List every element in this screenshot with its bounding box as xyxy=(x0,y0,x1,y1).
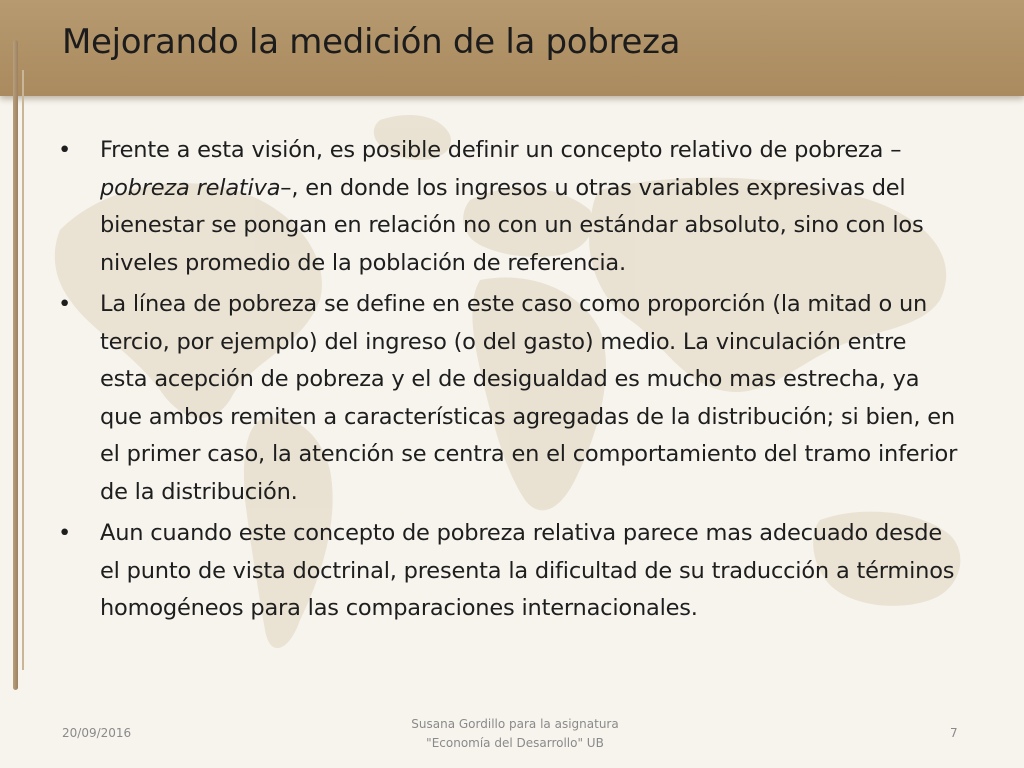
bullet-marker: • xyxy=(58,137,72,163)
decorative-left-line xyxy=(22,70,24,670)
bullet-item xyxy=(58,286,958,511)
bullet-text: Frente a esta visión, es posible definir un concepto relativo de pobreza – xyxy=(100,137,902,163)
bullet-marker: • xyxy=(58,520,72,546)
bullet-text-italic: pobreza relativa xyxy=(100,174,281,201)
slide-title: Mejorando la medición de la pobreza xyxy=(62,22,681,62)
page-number: 7 xyxy=(950,726,958,740)
bullet-marker: • xyxy=(58,291,72,317)
footer-author xyxy=(370,715,660,753)
footer-date: 20/09/2016 xyxy=(62,726,132,740)
bullet-text: La línea de pobreza se define en este caso como proporción (la mitad o un tercio, por ejemplo) del ingreso (o del gasto) medio. La vinculación entre esta acepción de pobreza y el de desigualdad es mucho mas estrecha, ya que ambos remiten a características agregadas de la distribución; si bien, en el primer caso, la atención se centra en el comportamiento del tramo inferior de la distribución. xyxy=(100,291,958,505)
bullet-list xyxy=(58,132,958,632)
bullet-text: Aun cuando este concepto de pobreza relativa parece mas adecuado desde el punto de vista doctrinal, presenta la dificultad de su traducción a términos homogéneos para las comparaciones internacionales. xyxy=(100,520,955,621)
footer-author-line: "Economía del Desarrollo" UB xyxy=(426,736,604,750)
bullet-text: –, en donde los ingresos u otras variables expresivas del bienestar se pongan en relación no con un estándar absoluto, sino con los niveles promedio de la población de referencia. xyxy=(100,174,924,276)
bullet-item xyxy=(58,515,958,628)
footer-author-line: Susana Gordillo para la asignatura xyxy=(411,717,619,731)
decorative-left-bar xyxy=(13,40,18,690)
bullet-item xyxy=(58,132,958,282)
